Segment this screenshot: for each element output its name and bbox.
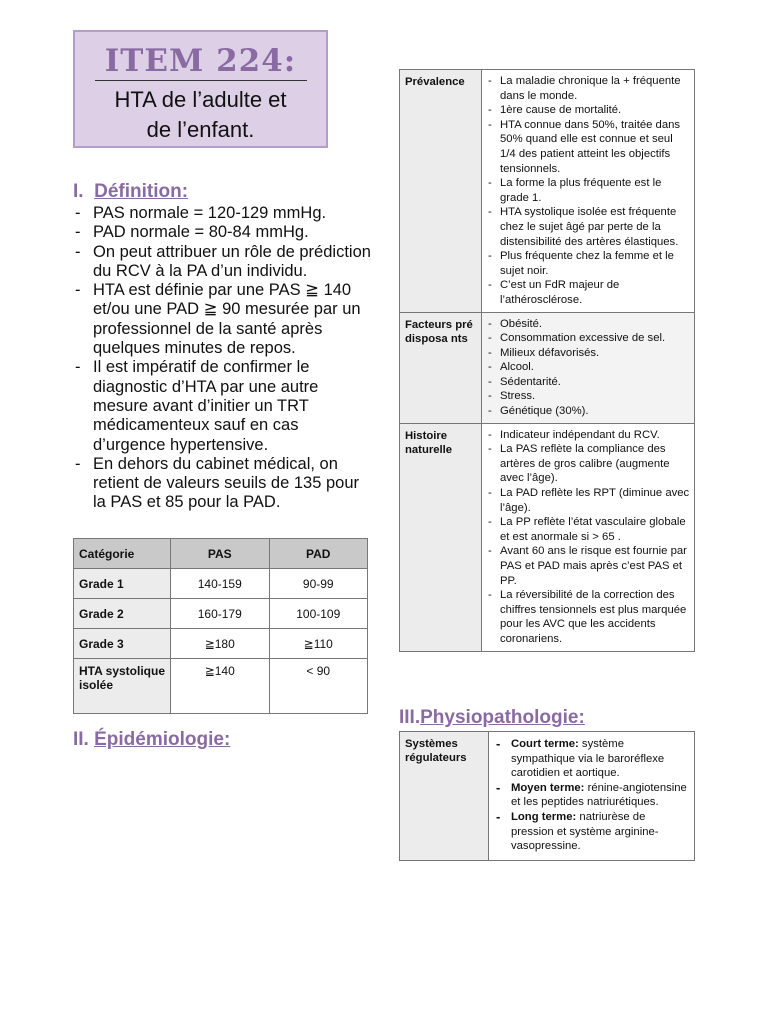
table-row — [74, 599, 368, 629]
list-item: - La forme la plus fréquente est le grade 1. — [486, 176, 690, 205]
table-cell: HTA systolique isolée — [74, 659, 171, 714]
table-cell: Grade 1 — [74, 569, 171, 599]
list-item: - Milieux défavorisés. — [486, 346, 690, 361]
title-divider — [95, 80, 307, 81]
term-text: natriurèse de pression et système arginine-vasopressine. — [511, 810, 659, 853]
row-label: Systèmes régulateurs — [400, 732, 489, 861]
list-item — [493, 810, 690, 854]
title-box — [73, 30, 328, 148]
bullet-list — [486, 317, 690, 419]
row-content — [482, 423, 695, 651]
term-label: Long terme: — [511, 810, 577, 823]
table-cell: Grade 2 — [74, 599, 171, 629]
list-item: - HTA est définie par une PAS ≧ 140 et/ou une PAD ≧ 90 mesurée par un professionnel de la santé après quelques minutes de repos. — [73, 281, 373, 358]
row-label: Histoire naturelle — [400, 423, 482, 651]
list-item: - La PP reflète l’état vasculaire globale et est anormale si > 65 . — [486, 515, 690, 544]
list-item: - Alcool. — [486, 360, 690, 375]
list-item — [493, 737, 690, 781]
row-label: Facteurs prédisposa nts — [400, 312, 482, 423]
term-label: Moyen terme: — [511, 781, 585, 794]
list-item — [493, 781, 690, 810]
physiopathology-number: III. — [399, 707, 421, 728]
list-item: - La PAD reflète les RPT (diminue avec l’âge). — [486, 486, 690, 515]
list-item: - PAS normale = 120-129 mmHg. — [73, 204, 373, 223]
list-item: - Génétique (30%). — [486, 404, 690, 419]
epidemiology-label: Épidémiologie: — [94, 729, 231, 750]
list-item: - Consommation excessive de sel. — [486, 331, 690, 346]
list-item: - Sédentarité. — [486, 375, 690, 390]
bullet-list — [486, 74, 690, 308]
table-row — [400, 312, 695, 423]
term-label: Court terme: — [511, 738, 579, 750]
table-row — [400, 423, 695, 651]
term-text: système sympathique via le baroréflexe carotidien et aortique. — [511, 738, 665, 780]
epidemiology-number: II. — [73, 729, 89, 750]
grade-table — [73, 538, 368, 714]
subtitle-line-2: de l’enfant. — [146, 117, 255, 142]
list-item: - Il est impératif de confirmer le diagnostic d’HTA par une autre mesure avant d’initier un TRT médicamenteux sauf en cas d’urgence hypertensive. — [73, 358, 373, 454]
list-item: - La réversibilité de la correction des chiffres tensionnels est plus marquée pour les AVC que les accidents coronariens. — [486, 588, 690, 646]
list-item: - HTA connue dans 50%, traitée dans 50% quand elle est connue et seul 1/4 des patient atteint les objectifs tensionnels. — [486, 118, 690, 176]
definition-number: I. — [73, 181, 84, 202]
epidemiology-heading — [73, 729, 230, 751]
list-item: - 1ère cause de mortalité. — [486, 103, 690, 118]
table-row — [74, 659, 368, 714]
table-row — [400, 732, 695, 861]
list-item: - Stress. — [486, 389, 690, 404]
table-cell: 160-179 — [171, 599, 270, 629]
table-row — [74, 569, 368, 599]
row-label: Prévalence — [400, 70, 482, 313]
table-cell: ≧140 — [171, 659, 270, 714]
subtitle-line-1: HTA de l’adulte et — [114, 87, 287, 112]
bullet-list — [486, 428, 690, 647]
list-item: - HTA systolique isolée est fréquente chez le sujet âgé par perte de la distensibilité des artères élastiques. — [486, 205, 690, 249]
list-item: - Avant 60 ans le risque est fournie par PAS et PAD mais après c’est PAS et PP. — [486, 544, 690, 588]
list-item: - Plus fréquente chez la femme et le sujet noir. — [486, 249, 690, 278]
item-number: ITEM 224: — [104, 43, 297, 79]
column-header: PAD — [269, 539, 368, 569]
epidemiology-table — [399, 69, 695, 652]
list-item: - La maladie chronique la + fréquente dans le monde. — [486, 74, 690, 103]
table-cell: ≧110 — [269, 629, 368, 659]
term-text: rénine-angiotensine et les peptides natriurétiques. — [511, 781, 687, 809]
definition-list — [73, 204, 373, 513]
table-row — [400, 70, 695, 313]
list-item: - En dehors du cabinet médical, on retient de valeurs seuils de 135 pour la PAS et 85 pour la PAD. — [73, 455, 373, 513]
list-item: - Obésité. — [486, 317, 690, 332]
row-content — [482, 312, 695, 423]
table-cell: < 90 — [269, 659, 368, 714]
row-content — [482, 70, 695, 313]
column-header: Catégorie — [74, 539, 171, 569]
list-item: - La PAS reflète la compliance des artères de gros calibre (augmente avec l’âge). — [486, 442, 690, 486]
table-row — [74, 629, 368, 659]
list-item: - On peut attribuer un rôle de prédiction du RCV à la PA d’un individu. — [73, 243, 373, 282]
table-cell: Grade 3 — [74, 629, 171, 659]
bullet-list — [493, 737, 690, 854]
table-cell: 140-159 — [171, 569, 270, 599]
column-header: PAS — [171, 539, 270, 569]
list-item: - Indicateur indépendant du RCV. — [486, 428, 690, 443]
physiopathology-label: Physiopathologie: — [420, 707, 585, 728]
row-content — [489, 732, 695, 861]
table-cell: ≧180 — [171, 629, 270, 659]
definition-heading — [73, 181, 188, 203]
table-header-row — [74, 539, 368, 569]
list-item: - PAD normale = 80-84 mmHg. — [73, 223, 373, 242]
physiopathology-table — [399, 731, 695, 861]
table-cell: 100-109 — [269, 599, 368, 629]
list-item: - C’est un FdR majeur de l’athérosclérose. — [486, 278, 690, 307]
definition-label: Définition: — [94, 181, 189, 202]
physiopathology-heading — [399, 707, 585, 729]
table-cell: 90-99 — [269, 569, 368, 599]
